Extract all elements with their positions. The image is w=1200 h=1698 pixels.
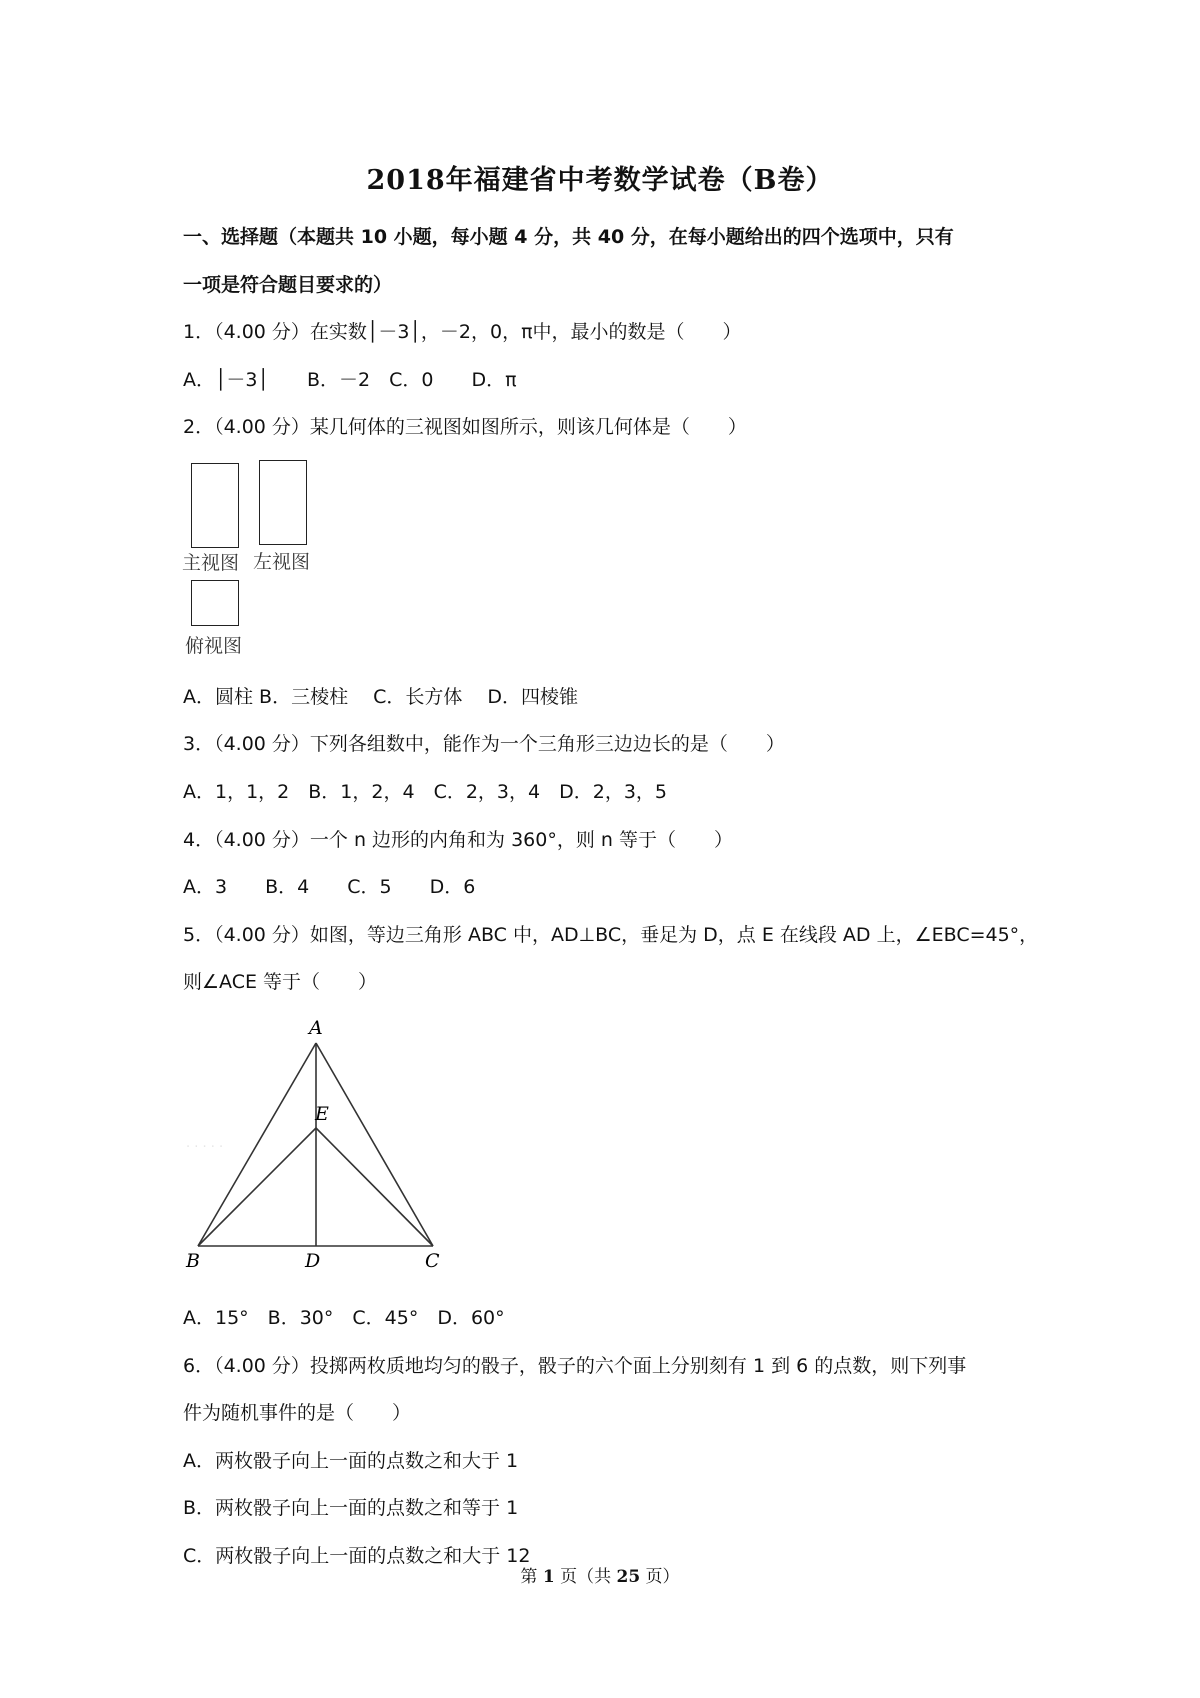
top-view-label: 俯视图 bbox=[185, 635, 243, 657]
point-e-label: E bbox=[315, 1103, 329, 1125]
point-a-label: A bbox=[309, 1017, 323, 1039]
section-heading-line1: 一、选择题（本题共 10 小题，每小题 4 分，共 40 分，在每小题给出的四个选项中，只有 bbox=[183, 226, 954, 248]
page-footer bbox=[0, 1562, 1200, 1587]
question-6-stem-line2: 件为随机事件的是（ ） bbox=[183, 1402, 412, 1424]
question-4-stem: 4．（4.00 分）一个 n 边形的内角和为 360°，则 n 等于（ ） bbox=[183, 829, 733, 851]
footer-total-pages: 25 bbox=[616, 1567, 641, 1587]
left-view-label: 左视图 bbox=[253, 551, 311, 573]
question-6-option-c: C．两枚骰子向上一面的点数之和大于 12 bbox=[183, 1545, 531, 1567]
question-5-stem-line2: 则∠ACE 等于（ ） bbox=[183, 971, 378, 993]
question-6-option-a: A．两枚骰子向上一面的点数之和大于 1 bbox=[183, 1450, 519, 1472]
watermark-mark: · · · · · bbox=[186, 1140, 224, 1155]
question-2-options: A．圆柱 B．三棱柱 C．长方体 D．四棱锥 bbox=[183, 686, 579, 708]
front-view-label: 主视图 bbox=[182, 552, 240, 574]
question-4-options: A．3 B．4 C．5 D．6 bbox=[183, 876, 476, 898]
footer-suffix: 页） bbox=[640, 1567, 680, 1587]
question-6-stem-line1: 6．（4.00 分）投掷两枚质地均匀的骰子，骰子的六个面上分别刻有 1 到 6 的点数，则下列事 bbox=[183, 1355, 967, 1377]
question-3-options: A．1，1，2 B．1，2，4 C．2，3，4 D．2，3，5 bbox=[183, 781, 667, 803]
question-5-stem-line1: 5．（4.00 分）如图，等边三角形 ABC 中，AD⊥BC，垂足为 D，点 E 在线段 AD 上，∠EBC=45°， bbox=[183, 924, 1039, 946]
question-5-options: A．15° B．30° C．45° D．60° bbox=[183, 1307, 505, 1329]
page-title: 2018年福建省中考数学试卷（B卷） bbox=[366, 165, 834, 196]
side-ac bbox=[316, 1043, 433, 1246]
side-ab bbox=[198, 1043, 316, 1246]
section-heading-line2: 一项是符合题目要求的） bbox=[183, 274, 393, 296]
question-1-options: A．│－3│ B．－2 C．0 D．π bbox=[183, 369, 517, 391]
question-6-option-b: B．两枚骰子向上一面的点数之和等于 1 bbox=[183, 1497, 519, 1519]
question-3-stem: 3．（4.00 分）下列各组数中，能作为一个三角形三边边长的是（ ） bbox=[183, 733, 785, 755]
point-b-label: B bbox=[186, 1250, 200, 1272]
point-d-label: D bbox=[305, 1250, 321, 1272]
footer-middle: 页（共 bbox=[554, 1567, 617, 1587]
footer-page-number: 1 bbox=[542, 1567, 555, 1587]
question-2-stem: 2．（4.00 分）某几何体的三视图如图所示，则该几何体是（ ） bbox=[183, 416, 747, 438]
footer-prefix: 第 bbox=[520, 1567, 543, 1587]
point-c-label: C bbox=[425, 1250, 440, 1272]
question-1-stem: 1．（4.00 分）在实数│－3│，－2，0，π中，最小的数是（ ） bbox=[183, 321, 742, 343]
